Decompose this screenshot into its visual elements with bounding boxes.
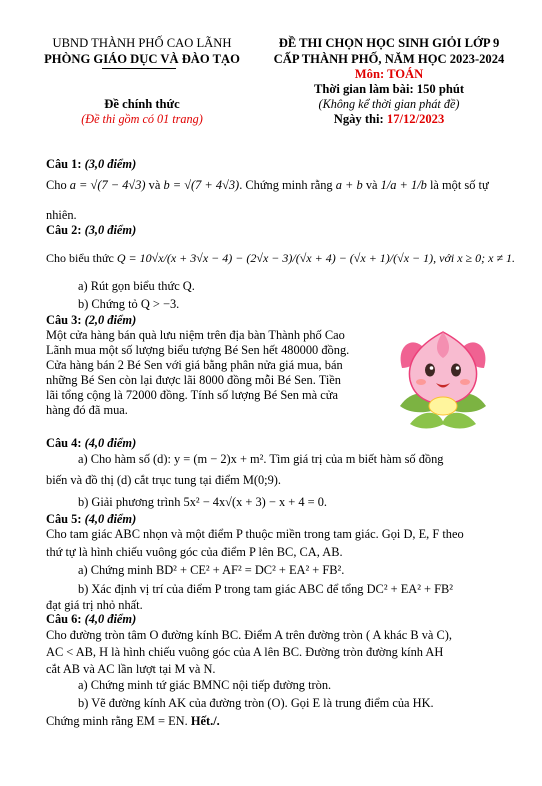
q3-line-3: Cửa hàng bán 2 Bé Sen với giá bằng phân nửa giá mua, bán [46, 358, 343, 372]
q5-line-2: thứ tự là hình chiếu vuông góc của điểm P lên BC, CA, AB. [46, 545, 343, 559]
q4-part-a: a) Cho hàm số (d): y = (m − 2)x + m². Tìm giá trị của m biết hàm số đồng [78, 452, 444, 466]
q5-line-1: Cho tam giác ABC nhọn và một điểm P thuộc miền trong tam giác. Gọi D, E, F theo [46, 527, 464, 541]
q6-line-1: Cho đường tròn tâm O đường kính BC. Điểm A trên đường tròn ( A khác B và C), [46, 628, 452, 642]
q1-title: Câu 1: (3,0 điểm) [46, 157, 137, 171]
q3-line-6: hàng đó đã mua. [46, 403, 128, 417]
exam-title: ĐỀ THI CHỌN HỌC SINH GIỎI LỚP 9 [278, 36, 500, 50]
q6-line-2: AC < AB, H là hình chiếu vuông góc của A lên BC. Đường tròn đường kính AH [46, 645, 444, 659]
end-marker: Hết./. [190, 714, 220, 728]
q6-part-a: a) Chứng minh tứ giác BMNC nội tiếp đường tròn. [78, 678, 332, 692]
be-sen-mascot-icon [392, 328, 494, 434]
department-education: PHÒNG GIÁO DỤC VÀ ĐÀO TẠO [44, 52, 240, 66]
q4-part-b: b) Giải phương trình 5x² − 4x√(x + 3) − x + 4 = 0. [78, 495, 328, 509]
q6-line-3: cắt AB và AC lần lượt tại M và N. [46, 662, 216, 676]
exam-subject: Môn: TOÁN [354, 67, 424, 81]
official-label: Đề chính thức [104, 97, 180, 111]
q6-part-b: b) Vẽ đường kính AK của đường tròn (O). Gọi E là trung điểm của HK. [78, 696, 434, 710]
q6-title: Câu 6: (4,0 điểm) [46, 612, 137, 626]
exam-level: CẤP THÀNH PHỐ, NĂM HỌC 2023-2024 [273, 52, 505, 66]
header-underline [102, 68, 176, 69]
q1-body: Cho a = √(7 − 4√3) và b = √(7 + 4√3). Chứng minh rằng a + b và 1/a + 1/b là một số tự [46, 178, 489, 192]
exam-date: Ngày thi: 17/12/2023 [333, 112, 445, 126]
exam-time-note: (Không kể thời gian phát đề) [318, 97, 460, 111]
q6-part-b-cont: Chứng minh rằng EM = EN. Hết./. [46, 714, 220, 728]
q3-line-2: Lãnh mua một số lượng biểu tượng Bé Sen hết 480000 đồng. [46, 343, 350, 357]
exam-time: Thời gian làm bài: 150 phút [313, 82, 465, 96]
q3-line-1: Một cửa hàng bán quà lưu niệm trên địa bàn Thành phố Cao [46, 328, 345, 342]
q1-body-end: nhiên. [46, 208, 77, 222]
q5-part-a: a) Chứng minh BD² + CE² + AF² = DC² + EA² + FB². [78, 563, 345, 577]
q3-body [46, 328, 382, 418]
q3-line-4: những Bé Sen còn lại được lãi 8000 đồng mỗi Bé Sen. Tiền [46, 373, 341, 387]
q4-title: Câu 4: (4,0 điểm) [46, 436, 137, 450]
q4-part-a-cont: biến và đồ thị (d) cắt trục tung tại điểm M(0;9). [46, 473, 282, 487]
q3-title: Câu 3: (2,0 điểm) [46, 313, 137, 327]
official-note: (Đề thi gồm có 01 trang) [81, 112, 203, 126]
q5-part-b: b) Xác định vị trí của điểm P trong tam giác ABC để tổng DC² + EA² + FB² [78, 582, 453, 596]
q5-title: Câu 5: (4,0 điểm) [46, 512, 137, 526]
q2-body: Cho biểu thức Q = 10√x/(x + 3√x − 4) − (2√x − 3)/(√x + 4) − (√x + 1)/(√x − 1), với x ≥ 0; x ≠ 1. [46, 251, 516, 265]
q2-part-a: a) Rút gọn biểu thức Q. [78, 279, 195, 293]
q3-line-5: lãi tổng cộng là 72000 đồng. Tính số lượng Bé Sen mà cửa [46, 388, 338, 402]
q2-part-b: b) Chứng tỏ Q > −3. [78, 297, 180, 311]
q2-title: Câu 2: (3,0 điểm) [46, 223, 137, 237]
department-city: UBND THÀNH PHỐ CAO LÃNH [52, 36, 232, 50]
q5-part-b-cont: đạt giá trị nhỏ nhất. [46, 598, 143, 612]
